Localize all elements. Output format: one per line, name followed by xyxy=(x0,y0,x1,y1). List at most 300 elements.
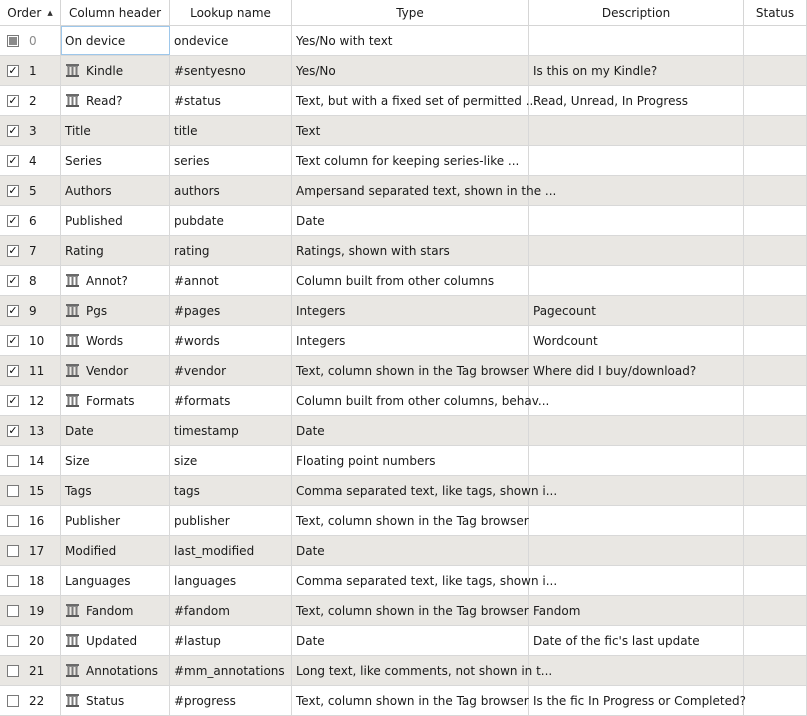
order-number: 17 xyxy=(29,543,45,558)
description-cell[interactable] xyxy=(529,656,744,685)
description-cell[interactable] xyxy=(529,26,744,55)
custom-column-icon xyxy=(65,333,80,348)
visibility-checkbox[interactable] xyxy=(7,485,19,497)
order-number: 3 xyxy=(29,123,37,138)
description-text: Fandom xyxy=(533,603,581,618)
table-row[interactable] xyxy=(0,536,807,566)
description-text: Read, Unread, In Progress xyxy=(533,93,688,108)
column-header-cell[interactable] xyxy=(61,176,170,205)
lookup-name-cell[interactable] xyxy=(170,86,292,115)
column-header-text: Tags xyxy=(65,483,92,498)
lookup-name-text: publisher xyxy=(174,513,230,528)
status-cell[interactable] xyxy=(744,86,807,115)
status-cell[interactable] xyxy=(744,176,807,205)
lookup-name-text: title xyxy=(174,123,198,138)
table-row[interactable] xyxy=(0,416,807,446)
description-cell[interactable] xyxy=(529,356,744,385)
type-text: Text, column shown in the Tag browser xyxy=(296,693,529,708)
type-text: Date xyxy=(296,423,325,438)
column-header-cell[interactable] xyxy=(61,356,170,385)
lookup-name-cell[interactable] xyxy=(170,176,292,205)
column-header-cell[interactable] xyxy=(61,236,170,265)
lookup-name-cell[interactable] xyxy=(170,626,292,655)
custom-column-icon xyxy=(65,363,80,378)
table-row[interactable] xyxy=(0,686,807,716)
type-cell[interactable] xyxy=(292,266,529,295)
type-cell[interactable] xyxy=(292,146,529,175)
table-row[interactable] xyxy=(0,206,807,236)
header-status[interactable] xyxy=(744,0,807,25)
visibility-checkbox[interactable] xyxy=(7,335,19,347)
type-cell[interactable] xyxy=(292,626,529,655)
type-cell[interactable] xyxy=(292,356,529,385)
lookup-name-cell[interactable] xyxy=(170,386,292,415)
check-mark-icon: ✓ xyxy=(8,64,18,77)
column-header-text: Title xyxy=(65,123,91,138)
column-header-text: Date xyxy=(65,423,94,438)
type-cell[interactable] xyxy=(292,476,558,505)
check-mark-icon: ✓ xyxy=(8,424,18,437)
type-text: Comma separated text, like tags, shown i... xyxy=(296,573,558,588)
lookup-name-cell[interactable] xyxy=(170,206,292,235)
description-cell[interactable] xyxy=(529,236,744,265)
table-row[interactable] xyxy=(0,86,807,116)
order-number: 5 xyxy=(29,183,37,198)
column-header-text: Kindle xyxy=(86,63,124,78)
description-cell[interactable] xyxy=(529,326,744,355)
column-header-text: Rating xyxy=(65,243,104,258)
type-text: Column built from other columns, behav... xyxy=(296,393,550,408)
column-header-cell[interactable] xyxy=(61,206,170,235)
check-mark-icon: ✓ xyxy=(8,244,18,257)
column-header-text: Pgs xyxy=(86,303,108,318)
lookup-name-cell[interactable] xyxy=(170,146,292,175)
visibility-checkbox[interactable] xyxy=(7,515,19,527)
type-text: Yes/No with text xyxy=(296,33,393,48)
check-mark-icon: ✓ xyxy=(8,304,18,317)
header-lookup-name-label: Lookup name xyxy=(190,5,271,20)
check-mark-icon: ✓ xyxy=(8,184,18,197)
visibility-checkbox[interactable] xyxy=(7,395,19,407)
order-cell xyxy=(0,626,61,655)
status-cell[interactable] xyxy=(744,146,807,175)
table-row[interactable] xyxy=(0,116,807,146)
type-cell[interactable] xyxy=(292,446,529,475)
order-number: 9 xyxy=(29,303,37,318)
type-cell[interactable] xyxy=(292,206,529,235)
check-mark-icon: ✓ xyxy=(8,364,18,377)
description-cell[interactable] xyxy=(529,56,744,85)
order-cell xyxy=(0,386,61,415)
type-cell[interactable] xyxy=(292,656,553,685)
status-cell[interactable] xyxy=(744,626,807,655)
type-cell[interactable] xyxy=(292,536,529,565)
visibility-checkbox[interactable] xyxy=(7,575,19,587)
visibility-checkbox[interactable] xyxy=(7,365,19,377)
visibility-checkbox[interactable] xyxy=(7,665,19,677)
order-number: 20 xyxy=(29,633,45,648)
order-number: 14 xyxy=(29,453,45,468)
lookup-name-text: series xyxy=(174,153,210,168)
table-row[interactable] xyxy=(0,446,807,476)
table-row[interactable] xyxy=(0,506,807,536)
status-cell[interactable] xyxy=(744,506,807,535)
visibility-checkbox[interactable] xyxy=(7,215,19,227)
description-text: Pagecount xyxy=(533,303,596,318)
order-cell xyxy=(0,56,61,85)
table-row[interactable] xyxy=(0,386,807,416)
status-cell[interactable] xyxy=(744,326,807,355)
lookup-name-cell[interactable] xyxy=(170,296,292,325)
status-cell[interactable] xyxy=(744,116,807,145)
column-header-cell[interactable] xyxy=(61,56,170,85)
description-cell[interactable] xyxy=(529,146,744,175)
column-header-cell[interactable] xyxy=(61,686,170,715)
order-cell xyxy=(0,266,61,295)
lookup-name-text: #words xyxy=(174,333,220,348)
order-cell xyxy=(0,26,61,55)
check-mark-icon: ✓ xyxy=(8,394,18,407)
table-row[interactable] xyxy=(0,56,807,86)
status-cell[interactable] xyxy=(744,476,807,505)
visibility-checkbox[interactable] xyxy=(7,455,19,467)
column-header-text: Annot? xyxy=(86,273,128,288)
order-cell xyxy=(0,566,61,595)
type-cell[interactable] xyxy=(292,326,529,355)
order-number: 21 xyxy=(29,663,45,678)
status-cell[interactable] xyxy=(744,206,807,235)
lookup-name-cell[interactable] xyxy=(170,326,292,355)
visibility-checkbox[interactable] xyxy=(7,155,19,167)
order-cell xyxy=(0,506,61,535)
lookup-name-text: #vendor xyxy=(174,363,227,378)
lookup-name-text: last_modified xyxy=(174,543,255,558)
description-cell[interactable] xyxy=(529,686,744,715)
column-header-cell[interactable] xyxy=(61,146,170,175)
type-text: Integers xyxy=(296,303,346,318)
column-header-cell[interactable] xyxy=(61,626,170,655)
visibility-checkbox[interactable] xyxy=(7,545,19,557)
order-cell xyxy=(0,236,61,265)
table-row[interactable] xyxy=(0,296,807,326)
visibility-checkbox[interactable] xyxy=(7,605,19,617)
description-cell[interactable] xyxy=(529,476,744,505)
column-header-text: Published xyxy=(65,213,123,228)
visibility-checkbox[interactable] xyxy=(7,695,19,707)
header-type-label: Type xyxy=(396,5,424,20)
column-header-text: Words xyxy=(86,333,124,348)
order-number: 13 xyxy=(29,423,45,438)
table-row[interactable] xyxy=(0,476,807,506)
header-order[interactable] xyxy=(0,0,61,25)
order-cell xyxy=(0,416,61,445)
column-header-text: Status xyxy=(86,693,125,708)
type-cell[interactable] xyxy=(292,566,558,595)
order-cell xyxy=(0,356,61,385)
description-cell[interactable] xyxy=(529,86,744,115)
order-cell xyxy=(0,116,61,145)
order-cell xyxy=(0,176,61,205)
description-cell[interactable] xyxy=(529,266,744,295)
order-number: 2 xyxy=(29,93,37,108)
description-cell[interactable] xyxy=(529,566,744,595)
status-cell[interactable] xyxy=(744,446,807,475)
description-cell[interactable] xyxy=(529,416,744,445)
column-header-text: Size xyxy=(65,453,90,468)
table-row[interactable] xyxy=(0,566,807,596)
column-header-cell[interactable] xyxy=(61,656,170,685)
column-header-text: Annotations xyxy=(86,663,159,678)
type-text: Column built from other columns xyxy=(296,273,495,288)
order-number: 1 xyxy=(29,63,37,78)
type-cell[interactable] xyxy=(292,386,550,415)
lookup-name-cell[interactable] xyxy=(170,266,292,295)
order-cell xyxy=(0,326,61,355)
table-row[interactable] xyxy=(0,356,807,386)
description-cell[interactable] xyxy=(529,116,744,145)
type-cell[interactable] xyxy=(292,116,529,145)
visibility-checkbox[interactable] xyxy=(7,275,19,287)
type-text: Text, column shown in the Tag browser xyxy=(296,513,529,528)
lookup-name-text: #sentyesno xyxy=(174,63,246,78)
custom-column-icon xyxy=(65,303,80,318)
lookup-name-text: #lastup xyxy=(174,633,221,648)
custom-column-icon xyxy=(65,663,80,678)
order-number: 8 xyxy=(29,273,37,288)
lookup-name-cell[interactable] xyxy=(170,566,292,595)
order-number: 18 xyxy=(29,573,45,588)
order-cell xyxy=(0,536,61,565)
order-number: 19 xyxy=(29,603,45,618)
custom-column-icon xyxy=(65,633,80,648)
column-header-cell[interactable] xyxy=(61,296,170,325)
description-cell[interactable] xyxy=(529,446,744,475)
order-cell xyxy=(0,206,61,235)
column-header-text: Languages xyxy=(65,573,131,588)
order-cell xyxy=(0,596,61,625)
order-cell xyxy=(0,296,61,325)
visibility-checkbox[interactable] xyxy=(7,425,19,437)
header-lookup-name[interactable] xyxy=(170,0,292,25)
status-cell[interactable] xyxy=(744,236,807,265)
column-header-text: Formats xyxy=(86,393,135,408)
order-number: 12 xyxy=(29,393,45,408)
header-description-label: Description xyxy=(601,5,671,20)
type-cell[interactable] xyxy=(292,686,529,715)
description-cell[interactable] xyxy=(529,176,744,205)
status-cell[interactable] xyxy=(744,26,807,55)
lookup-name-text: size xyxy=(174,453,198,468)
check-mark-icon: ✓ xyxy=(8,334,18,347)
header-status-label: Status xyxy=(755,5,795,20)
header-type[interactable] xyxy=(292,0,529,25)
lookup-name-text: #pages xyxy=(174,303,221,318)
column-header-text: Publisher xyxy=(65,513,121,528)
description-cell[interactable] xyxy=(529,536,744,565)
table-row[interactable] xyxy=(0,176,807,206)
lookup-name-text: tags xyxy=(174,483,200,498)
custom-column-icon xyxy=(65,393,80,408)
visibility-checkbox[interactable] xyxy=(7,125,19,137)
type-text: Ratings, shown with stars xyxy=(296,243,450,258)
description-text: Is the fic In Progress or Completed? xyxy=(533,693,746,708)
column-header-cell[interactable] xyxy=(61,506,170,535)
type-cell[interactable] xyxy=(292,506,529,535)
description-cell[interactable] xyxy=(529,596,744,625)
type-cell[interactable] xyxy=(292,416,529,445)
type-cell[interactable] xyxy=(292,296,529,325)
header-description[interactable] xyxy=(529,0,744,25)
order-cell xyxy=(0,446,61,475)
visibility-checkbox[interactable] xyxy=(7,305,19,317)
visibility-checkbox[interactable] xyxy=(7,35,19,47)
visibility-checkbox[interactable] xyxy=(7,95,19,107)
type-cell[interactable] xyxy=(292,176,557,205)
status-cell[interactable] xyxy=(744,296,807,325)
lookup-name-text: rating xyxy=(174,243,210,258)
description-cell[interactable] xyxy=(529,386,744,415)
lookup-name-text: #fandom xyxy=(174,603,230,618)
table-body xyxy=(0,26,807,716)
column-header-text: Authors xyxy=(65,183,112,198)
lookup-name-cell[interactable] xyxy=(170,356,292,385)
status-cell[interactable] xyxy=(744,56,807,85)
table-row[interactable] xyxy=(0,146,807,176)
table-row[interactable] xyxy=(0,266,807,296)
type-text: Comma separated text, like tags, shown i... xyxy=(296,483,558,498)
header-column-header[interactable] xyxy=(61,0,170,25)
lookup-name-cell[interactable] xyxy=(170,686,292,715)
type-text: Text xyxy=(296,123,321,138)
description-text: Is this on my Kindle? xyxy=(533,63,658,78)
check-mark-icon: ✓ xyxy=(8,214,18,227)
description-cell[interactable] xyxy=(529,506,744,535)
type-cell[interactable] xyxy=(292,236,529,265)
order-number: 11 xyxy=(29,363,45,378)
visibility-checkbox[interactable] xyxy=(7,185,19,197)
type-cell[interactable] xyxy=(292,596,529,625)
type-cell[interactable] xyxy=(292,56,529,85)
lookup-name-text: pubdate xyxy=(174,213,224,228)
table-row[interactable] xyxy=(0,236,807,266)
lookup-name-cell[interactable] xyxy=(170,416,292,445)
status-cell[interactable] xyxy=(744,266,807,295)
lookup-name-cell[interactable] xyxy=(170,596,292,625)
check-mark-icon: ✓ xyxy=(8,124,18,137)
column-header-cell[interactable] xyxy=(61,476,170,505)
type-text: Ampersand separated text, shown in the ... xyxy=(296,183,557,198)
column-header-cell[interactable] xyxy=(61,266,170,295)
type-text: Integers xyxy=(296,333,346,348)
order-number: 10 xyxy=(29,333,45,348)
status-cell[interactable] xyxy=(744,686,807,715)
table-row[interactable] xyxy=(0,596,807,626)
type-text: Text, column shown in the Tag browser xyxy=(296,363,529,378)
table-row[interactable] xyxy=(0,26,807,56)
column-header-cell[interactable] xyxy=(61,416,170,445)
status-cell[interactable] xyxy=(744,386,807,415)
lookup-name-text: #status xyxy=(174,93,221,108)
lookup-name-text: #mm_annotations xyxy=(174,663,285,678)
lookup-name-text: #formats xyxy=(174,393,231,408)
column-header-text: Modified xyxy=(65,543,117,558)
custom-column-icon xyxy=(65,693,80,708)
lookup-name-cell[interactable] xyxy=(170,536,292,565)
order-number: 15 xyxy=(29,483,45,498)
status-cell[interactable] xyxy=(744,356,807,385)
visibility-checkbox[interactable] xyxy=(7,635,19,647)
type-text: Date xyxy=(296,213,325,228)
column-header-cell[interactable] xyxy=(61,566,170,595)
column-header-cell[interactable] xyxy=(61,116,170,145)
column-header-text: Vendor xyxy=(86,363,129,378)
status-cell[interactable] xyxy=(744,416,807,445)
column-header-text: Updated xyxy=(86,633,138,648)
status-cell[interactable] xyxy=(744,566,807,595)
lookup-name-cell[interactable] xyxy=(170,506,292,535)
order-number: 16 xyxy=(29,513,45,528)
lookup-name-cell[interactable] xyxy=(170,116,292,145)
custom-column-icon xyxy=(65,63,80,78)
table-row[interactable] xyxy=(0,626,807,656)
type-text: Long text, like comments, not shown in t... xyxy=(296,663,553,678)
description-text: Where did I buy/download? xyxy=(533,363,697,378)
column-header-text: Fandom xyxy=(86,603,134,618)
column-header-cell[interactable] xyxy=(61,26,170,55)
lookup-name-cell[interactable] xyxy=(170,476,292,505)
column-header-cell[interactable] xyxy=(61,446,170,475)
visibility-checkbox[interactable] xyxy=(7,245,19,257)
table-header xyxy=(0,0,807,26)
order-number: 22 xyxy=(29,693,45,708)
type-cell[interactable] xyxy=(292,26,529,55)
type-cell[interactable] xyxy=(292,86,538,115)
column-header-text: Read? xyxy=(86,93,123,108)
header-order-label: Order xyxy=(7,5,42,20)
lookup-name-cell[interactable] xyxy=(170,446,292,475)
table-row[interactable] xyxy=(0,656,807,686)
check-mark-icon: ✓ xyxy=(8,94,18,107)
column-header-cell[interactable] xyxy=(61,596,170,625)
status-cell[interactable] xyxy=(744,536,807,565)
column-header-cell[interactable] xyxy=(61,536,170,565)
lookup-name-cell[interactable] xyxy=(170,26,292,55)
order-cell xyxy=(0,656,61,685)
lookup-name-text: authors xyxy=(174,183,220,198)
order-cell xyxy=(0,686,61,715)
lookup-name-cell[interactable] xyxy=(170,656,292,685)
table-row[interactable] xyxy=(0,326,807,356)
status-cell[interactable] xyxy=(744,656,807,685)
custom-column-icon xyxy=(65,93,80,108)
column-header-text: On device xyxy=(65,33,126,48)
check-mark-icon: ✓ xyxy=(8,274,18,287)
description-cell[interactable] xyxy=(529,626,744,655)
description-cell[interactable] xyxy=(529,296,744,325)
description-cell[interactable] xyxy=(529,206,744,235)
order-number: 7 xyxy=(29,243,37,258)
column-header-cell[interactable] xyxy=(61,86,170,115)
column-header-cell[interactable] xyxy=(61,326,170,355)
visibility-checkbox[interactable] xyxy=(7,65,19,77)
order-number: 0 xyxy=(29,33,37,48)
column-header-cell[interactable] xyxy=(61,386,170,415)
order-cell xyxy=(0,146,61,175)
lookup-name-cell[interactable] xyxy=(170,236,292,265)
lookup-name-text: languages xyxy=(174,573,237,588)
status-cell[interactable] xyxy=(744,596,807,625)
lookup-name-cell[interactable] xyxy=(170,56,292,85)
